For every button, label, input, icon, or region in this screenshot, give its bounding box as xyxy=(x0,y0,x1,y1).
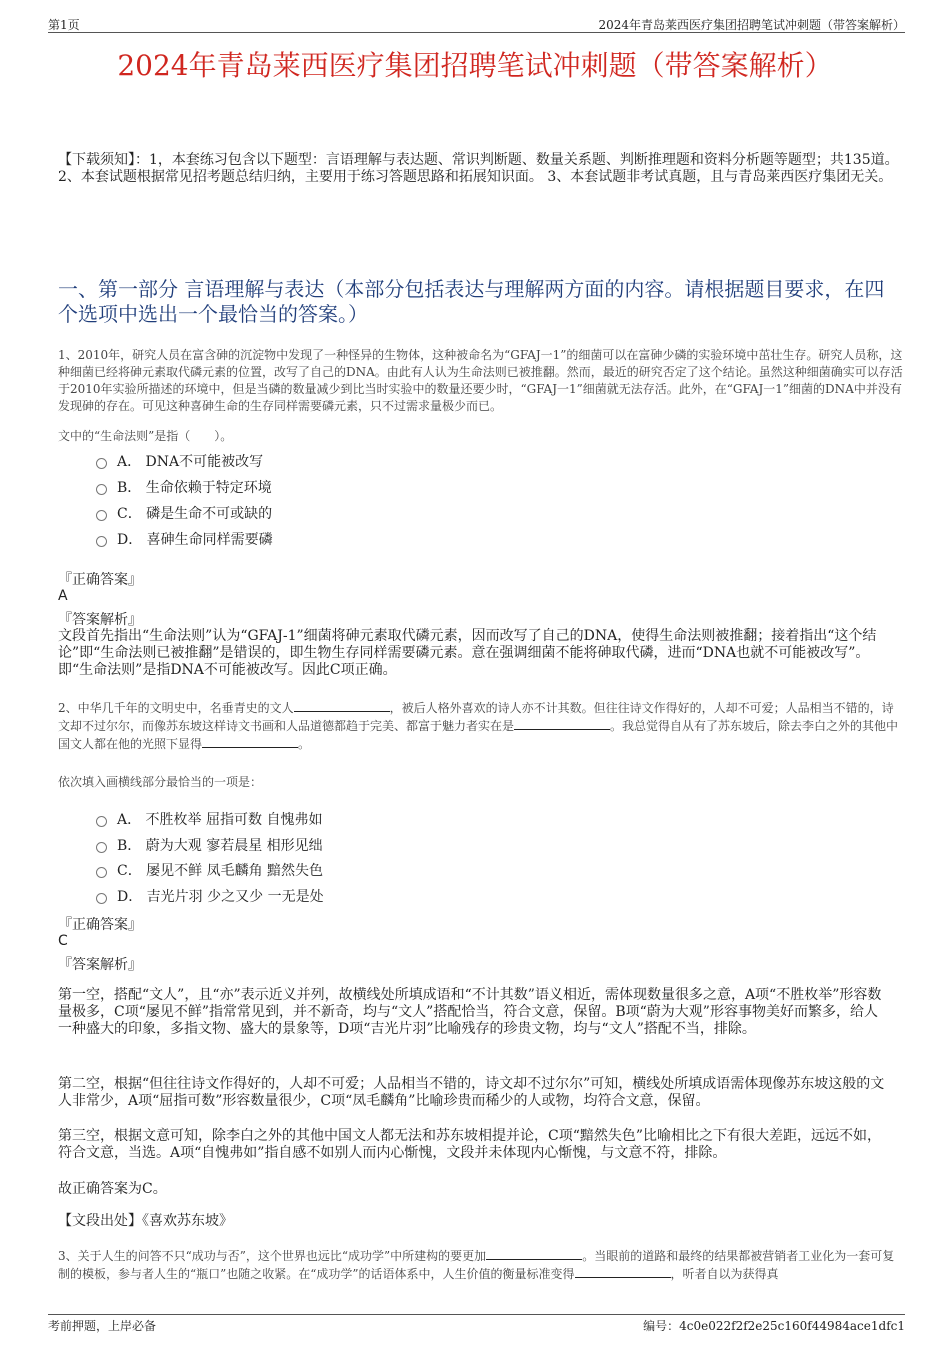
question-1-analysis-label: 『答案解析』 xyxy=(58,612,142,628)
question-1-answer: A xyxy=(58,588,68,604)
question-2-analysis-paragraph: 第二空，根据“但往往诗文作得好的，人却不可爱；人品相当不错的，诗文却不过尔尔”可知，横线处所填成语需体现像苏东坡这般的文人非常少，A项“屈指可数”形容数量很少，C项“凤毛麟角”比喻珍贵而稀少的人或物，均符合文意，保留。 xyxy=(58,1076,885,1109)
question-2-option-a[interactable]: A． 不胜枚举 屈指可数 自愧弗如 xyxy=(96,809,322,829)
question-2-conclusion: 故正确答案为C。 xyxy=(58,1181,167,1197)
question-1-prompt: 文中的“生命法则”是指（ ）。 xyxy=(58,429,233,443)
fill-blank xyxy=(202,735,298,748)
question-2-option-d[interactable]: D． 吉光片羽 少之又少 一无是处 xyxy=(96,886,324,906)
page-header xyxy=(48,14,905,33)
question-2-source: 【文段出处】《喜欢苏东坡》 xyxy=(58,1213,233,1229)
question-3-text: 3、关于人生的问答不只“成功与否”，这个世界也远比“成功学”中所建构的要更加 。当眼前的道路和最终的结果都被营销者工业化为一套可复制的模板，参与者人生的“瓶口”也随之收紧。在“成功学”的话语体系中，人生价值的衡量标准变得 ，听者自以为获得真 xyxy=(58,1249,895,1281)
question-2-analysis-paragraph: 第一空，搭配“文人”，且“亦”表示近义并列，故横线处所填成语和“不计其数”语义相近，需体现数量很多之意，A项“不胜枚举”形容数量极多，C项“屡见不鲜”指常常见到，并不新奇，均与“文人”搭配恰当，符合文意，保留。B项“蔚为大观”形容事物美好而繁多，给人一种盛大的印象，多指文物、盛大的景象等，D项“吉光片羽”比喻残存的珍贵文物，均与“文人”搭配不当，排除。 xyxy=(58,987,882,1037)
question-2-answer-label: 『正确答案』 xyxy=(58,917,142,933)
download-notice: 【下载须知】：1，本套练习包含以下题型：言语理解与表达题、常识判断题、数量关系题、判断推理题和资料分析题等题型；共135道。 2、本套试题根据常见招考题总结归纳，主要用于练习答题思路和拓展知识面。 3、本套试题非考试真题，且与青岛莱西医疗集团无关。 xyxy=(58,152,899,185)
question-2-prompt: 依次填入画横线部分最恰当的一项是： xyxy=(58,775,263,789)
question-2-option-c[interactable]: C． 屡见不鲜 凤毛麟角 黯然失色 xyxy=(96,860,323,880)
question-1-text: 1、2010年，研究人员在富含砷的沉淀物中发现了一种怪异的生物体，这种被命名为“GFAJ一1”的细菌可以在富砷少磷的实验环境中茁壮生存。研究人员称，这种细菌已经将砷元素取代磷元素的位置，改写了自己的DNA。由此有人认为生命法则已被推翻。然而，最近的研究否定了这个结论。虽然这种细菌确实可以存活于2010年实验所描述的环境中，但是当磷的数量减少到比当时实验中的数量还要少时，“GFAJ一1”细菌就无法存活。此外，在“GFAJ一1”细菌的DNA中并没有发现砷的存在。可见这种喜砷生命的生存同样需要磷元素，只不过需求量极少而已。 xyxy=(58,348,903,413)
document-id: 编号：4c0e022f2f2e25c160f44984ace1dfc1 xyxy=(643,1319,905,1333)
fill-blank xyxy=(575,1265,671,1278)
radio-icon[interactable] xyxy=(96,484,107,495)
radio-icon[interactable] xyxy=(96,867,107,878)
question-1-option-a[interactable]: A． DNA不可能被改写 xyxy=(96,451,263,471)
radio-icon[interactable] xyxy=(96,458,107,469)
question-2-answer: C xyxy=(58,933,68,949)
question-1-option-b[interactable]: B． 生命依赖于特定环境 xyxy=(96,477,272,497)
section-heading: 一、第一部分 言语理解与表达（本部分包括表达与理解两方面的内容。请根据题目要求，在四个选项中选出一个最恰当的答案。） xyxy=(58,277,885,326)
question-1-answer-label: 『正确答案』 xyxy=(58,572,142,588)
question-1-analysis: 文段首先指出“生命法则”认为“GFAJ-1”细菌将砷元素取代磷元素，因而改写了自己的DNA，使得生命法则被推翻；接着指出“这个结论”即“生命法则已被推翻”是错误的，即生物生存同样需要磷元素。意在强调细菌不能将砷取代磷，进而“DNA也就不可能被改写”。即“生命法则”是指DNA不可能被改写。因此C项正确。 xyxy=(58,628,877,678)
question-1-option-d[interactable]: D． 喜砷生命同样需要磷 xyxy=(96,529,273,549)
radio-icon[interactable] xyxy=(96,510,107,521)
question-2-analysis-paragraph: 第三空，根据文意可知，除李白之外的其他中国文人都无法和苏东坡相提并论，C项“黯然失色”比喻相比之下有很大差距，远远不如，符合文意，当选。A项“自愧弗如”指自感不如别人而内心惭愧，文段并未体现内心惭愧，与文意不符，排除。 xyxy=(58,1128,882,1161)
document-title: 2024年青岛莱西医疗集团招聘笔试冲刺题（带答案解析） xyxy=(117,49,833,82)
question-2-analysis-label: 『答案解析』 xyxy=(58,957,142,973)
page-number: 第1页 xyxy=(48,18,80,32)
page-footer xyxy=(48,1314,905,1331)
fill-blank xyxy=(294,699,390,712)
radio-icon[interactable] xyxy=(96,816,107,827)
running-title: 2024年青岛莱西医疗集团招聘笔试冲刺题（带答案解析） xyxy=(598,18,905,32)
question-1-option-c[interactable]: C． 磷是生命不可或缺的 xyxy=(96,503,272,523)
question-2-text: 2、中华几千年的文明史中，名垂青史的文人 ，被后人格外喜欢的诗人亦不计其数。但往往诗文作得好的，人却不可爱；人品相当不错的，诗文却不过尔尔，而像苏东坡这样诗文书画和人品道德都趋于完美、都富于魅力者实在是 。我总觉得自从有了苏东坡后，除去李白之外的其他中国文人都在他的光照下显得 。 xyxy=(58,701,899,751)
footer-slogan: 考前押题，上岸必备 xyxy=(48,1319,157,1333)
fill-blank xyxy=(514,717,610,730)
radio-icon[interactable] xyxy=(96,893,107,904)
question-2-option-b[interactable]: B． 蔚为大观 寥若晨星 相形见绌 xyxy=(96,835,323,855)
radio-icon[interactable] xyxy=(96,842,107,853)
radio-icon[interactable] xyxy=(96,536,107,547)
fill-blank xyxy=(486,1247,582,1260)
